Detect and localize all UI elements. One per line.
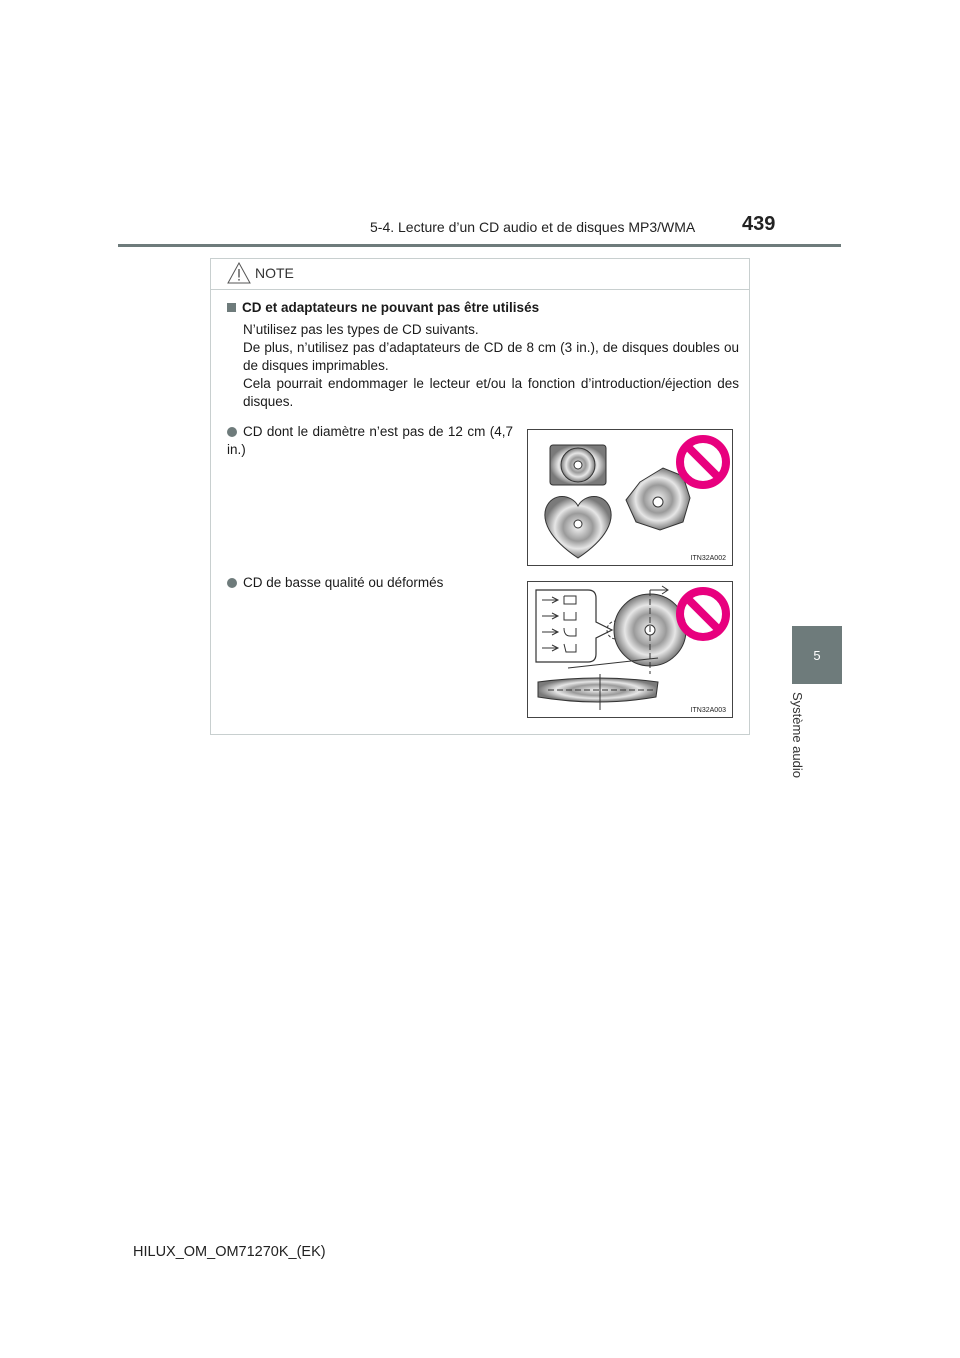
section-heading — [227, 300, 539, 315]
footer-code: HILUX_OM_OM71270K_(EK) — [133, 1244, 326, 1260]
header-title: 5-4. Lecture d’un CD audio et de disques MP3/WMA — [370, 219, 696, 235]
round-bullet-icon — [227, 578, 237, 588]
bullet-item — [227, 574, 513, 592]
figure-code: ITN32A002 — [690, 555, 726, 562]
paragraph-line: De plus, n’utilisez pas d’adaptateurs de CD de 8 cm (3 in.), de disques doubles ou de disques imprimables. — [243, 340, 739, 373]
bullet-text: CD de basse qualité ou déformés — [243, 575, 444, 590]
figure-odd-shaped-cds — [527, 429, 733, 566]
round-bullet-icon — [227, 427, 237, 437]
note-label: NOTE — [255, 265, 294, 281]
bullet-item — [227, 423, 513, 459]
section-heading-text: CD et adaptateurs ne pouvant pas être utilisés — [242, 300, 540, 315]
paragraph-line: N’utilisez pas les types de CD suivants. — [243, 322, 479, 337]
chapter-number: 5 — [813, 647, 821, 663]
square-bullet-icon — [227, 303, 236, 312]
note-header — [211, 259, 749, 290]
deformed-cds-illustration — [528, 582, 732, 717]
figure-code: ITN32A003 — [690, 707, 726, 714]
chapter-tab — [792, 626, 842, 684]
note-box — [210, 258, 750, 735]
note-paragraph — [243, 321, 739, 411]
warning-icon — [227, 262, 251, 284]
figure-deformed-cds — [527, 581, 733, 718]
header-rule — [118, 244, 841, 247]
chapter-label: Système audio — [790, 692, 805, 778]
bullet-text: CD dont le diamètre n’est pas de 12 cm (4,7 in.) — [227, 424, 513, 457]
page-number: 439 — [742, 213, 776, 235]
paragraph-line: Cela pourrait endommager le lecteur et/ou la fonction d’introduction/éjection des disques. — [243, 376, 739, 409]
odd-shaped-cds-illustration — [528, 430, 732, 565]
